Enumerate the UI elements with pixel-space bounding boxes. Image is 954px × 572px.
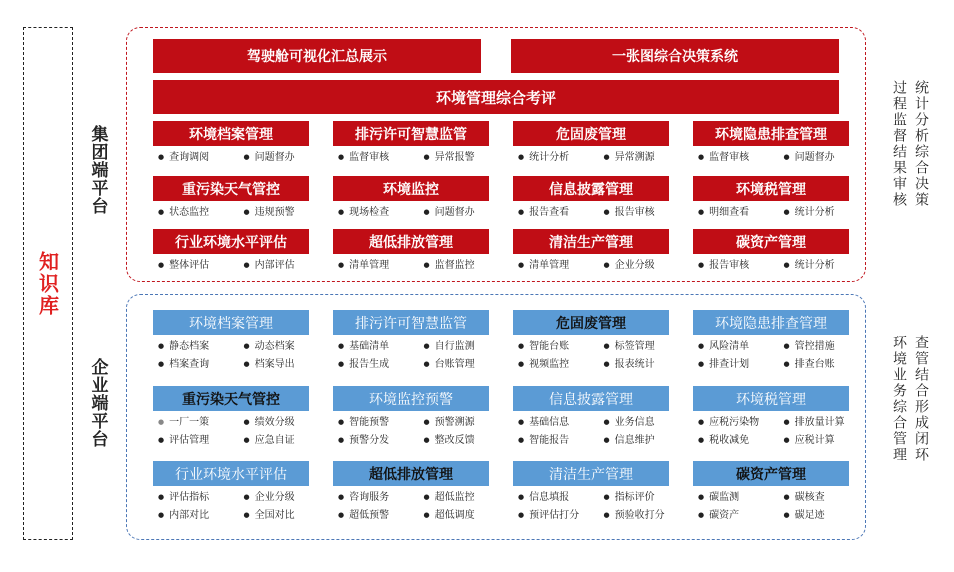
enterprise-module-item: ● 静态档案 [158, 340, 238, 353]
enterprise-module-title: 环境监控预警 [333, 386, 489, 411]
group-module-item: ● 现场检查 [338, 206, 418, 219]
enterprise-side-text [890, 335, 930, 525]
enterprise-module [693, 310, 849, 371]
group-modules-row-2 [153, 176, 849, 219]
enterprise-modules-row-3 [153, 461, 849, 522]
group-module-item: ● 报告查看 [518, 206, 598, 219]
group-module [333, 176, 489, 219]
enterprise-module-item: ● 绩效分级 [244, 416, 324, 429]
group-module-item: ● 企业分级 [604, 259, 684, 272]
group-module-title: 排污许可智慧监管 [333, 121, 489, 146]
enterprise-module-title: 环境隐患排查管理 [693, 310, 849, 335]
env-management-evaluation-banner: 环境管理综合考评 [153, 80, 839, 114]
group-module-title: 清洁生产管理 [513, 229, 669, 254]
enterprise-module-item: ● 报表统计 [604, 358, 684, 371]
enterprise-module-item: ● 排查计划 [698, 358, 778, 371]
enterprise-module-title: 环境税管理 [693, 386, 849, 411]
group-module-title: 环境隐患排查管理 [693, 121, 849, 146]
group-module-item: ● 统计分析 [784, 259, 864, 272]
group-module-title: 重污染天气管控 [153, 176, 309, 201]
group-module-item: ● 报告审核 [698, 259, 778, 272]
enterprise-module-item: ● 动态档案 [244, 340, 324, 353]
group-module-item: ● 整体评估 [158, 259, 238, 272]
enterprise-module-item: ● 评估指标 [158, 491, 238, 504]
enterprise-module-item: ● 全国对比 [244, 509, 324, 522]
group-module [513, 121, 669, 164]
enterprise-module-item: ● 智能报告 [518, 434, 598, 447]
group-module-item: ● 状态监控 [158, 206, 238, 219]
enterprise-module-title: 危固废管理 [513, 310, 669, 335]
group-module [153, 229, 309, 272]
enterprise-module-item: ● 自行监测 [424, 340, 504, 353]
group-module-title: 超低排放管理 [333, 229, 489, 254]
group-module-item: ● 异常溯源 [604, 151, 684, 164]
group-module-title: 危固废管理 [513, 121, 669, 146]
enterprise-module [333, 386, 489, 447]
knowledge-base-label: 知识库 [35, 250, 60, 317]
enterprise-module [153, 310, 309, 371]
group-module [693, 176, 849, 219]
enterprise-side-text-line: 查管结合形成闭环 [913, 335, 929, 463]
group-module-item: ● 明细查看 [698, 206, 778, 219]
enterprise-module-item: ● 碳核查 [784, 491, 864, 504]
enterprise-module-item: ● 碳足迹 [784, 509, 864, 522]
enterprise-module-item: ● 整改反馈 [424, 434, 504, 447]
enterprise-module [513, 386, 669, 447]
group-module [693, 229, 849, 272]
group-module-item: ● 问题督办 [784, 151, 864, 164]
enterprise-module-item: ● 预评估打分 [518, 509, 598, 522]
group-module-item: ● 问题督办 [244, 151, 324, 164]
enterprise-side-text-line: 环境业务综合管理 [891, 335, 907, 463]
enterprise-module-title: 行业环境水平评估 [153, 461, 309, 486]
group-module-title: 信息披露管理 [513, 176, 669, 201]
enterprise-module-item: ● 视频监控 [518, 358, 598, 371]
enterprise-module [153, 461, 309, 522]
enterprise-module-item: ● 一厂一策 [158, 416, 238, 429]
enterprise-module-item: ● 碳监测 [698, 491, 778, 504]
enterprise-module [513, 310, 669, 371]
group-side-text-line: 过程监督结果审核 [891, 80, 907, 208]
group-module-item: ● 监督审核 [698, 151, 778, 164]
enterprise-module-item: ● 信息填报 [518, 491, 598, 504]
group-module-item: ● 清单管理 [338, 259, 418, 272]
enterprise-module-item: ● 风险清单 [698, 340, 778, 353]
enterprise-module-item: ● 智能台账 [518, 340, 598, 353]
enterprise-module-item: ● 标签管理 [604, 340, 684, 353]
group-module-title: 碳资产管理 [693, 229, 849, 254]
enterprise-module-item: ● 碳资产 [698, 509, 778, 522]
enterprise-module-item: ● 企业分级 [244, 491, 324, 504]
group-module-item: ● 清单管理 [518, 259, 598, 272]
enterprise-module [693, 461, 849, 522]
enterprise-module-item: ● 预警分发 [338, 434, 418, 447]
group-modules-row-1 [153, 121, 849, 164]
enterprise-module-item: ● 排查台账 [784, 358, 864, 371]
group-module-title: 环境档案管理 [153, 121, 309, 146]
group-module-item: ● 查询调阅 [158, 151, 238, 164]
enterprise-module-item: ● 应税污染物 [698, 416, 778, 429]
enterprise-module-title: 环境档案管理 [153, 310, 309, 335]
enterprise-module [153, 386, 309, 447]
enterprise-module-title: 清洁生产管理 [513, 461, 669, 486]
group-module-item: ● 统计分析 [784, 206, 864, 219]
enterprise-module-item: ● 超低预警 [338, 509, 418, 522]
enterprise-module-item: ● 应急自证 [244, 434, 324, 447]
group-module-item: ● 异常报警 [424, 151, 504, 164]
enterprise-module-item: ● 内部对比 [158, 509, 238, 522]
enterprise-module-item: ● 预验收打分 [604, 509, 684, 522]
enterprise-module-item: ● 基础信息 [518, 416, 598, 429]
group-module [513, 176, 669, 219]
group-module-item: ● 报告审核 [604, 206, 684, 219]
group-module [153, 121, 309, 164]
enterprise-module-item: ● 智能预警 [338, 416, 418, 429]
group-side-text [890, 80, 930, 245]
group-module-item: ● 统计分析 [518, 151, 598, 164]
enterprise-module-title: 超低排放管理 [333, 461, 489, 486]
enterprise-modules-row-1 [153, 310, 849, 371]
enterprise-module-item: ● 排放量计算 [784, 416, 864, 429]
enterprise-module [693, 386, 849, 447]
group-module-item: ● 问题督办 [424, 206, 504, 219]
enterprise-module-title: 信息披露管理 [513, 386, 669, 411]
enterprise-module-item: ● 指标评价 [604, 491, 684, 504]
enterprise-module-item: ● 管控措施 [784, 340, 864, 353]
group-module [333, 121, 489, 164]
group-module [513, 229, 669, 272]
group-module [693, 121, 849, 164]
enterprise-module-item: ● 档案导出 [244, 358, 324, 371]
group-module [333, 229, 489, 272]
enterprise-module-item: ● 应税计算 [784, 434, 864, 447]
enterprise-module [333, 461, 489, 522]
group-module-item: ● 违规预警 [244, 206, 324, 219]
enterprise-module-item: ● 档案查询 [158, 358, 238, 371]
enterprise-platform-label: 企业端平台 [87, 358, 108, 448]
enterprise-module [333, 310, 489, 371]
group-platform-label: 集团端平台 [87, 125, 108, 215]
group-module-title: 环境监控 [333, 176, 489, 201]
one-map-decision-header: 一张图综合决策系统 [511, 39, 839, 73]
enterprise-module-item: ● 评估管理 [158, 434, 238, 447]
enterprise-module-title: 排污许可智慧监管 [333, 310, 489, 335]
enterprise-module-title: 碳资产管理 [693, 461, 849, 486]
enterprise-module-item: ● 预警溯源 [424, 416, 504, 429]
group-modules-row-3 [153, 229, 849, 272]
group-module-title: 行业环境水平评估 [153, 229, 309, 254]
group-module [153, 176, 309, 219]
group-module-item: ● 监督监控 [424, 259, 504, 272]
enterprise-module-title: 重污染天气管控 [153, 386, 309, 411]
enterprise-module-item: ● 信息维护 [604, 434, 684, 447]
enterprise-module-item: ● 税收减免 [698, 434, 778, 447]
cockpit-dashboard-header: 驾驶舱可视化汇总展示 [153, 39, 481, 73]
enterprise-module-item: ● 超低调度 [424, 509, 504, 522]
enterprise-module-item: ● 基础清单 [338, 340, 418, 353]
enterprise-module-item: ● 超低监控 [424, 491, 504, 504]
enterprise-module-item: ● 业务信息 [604, 416, 684, 429]
enterprise-module-item: ● 报告生成 [338, 358, 418, 371]
group-module-item: ● 监督审核 [338, 151, 418, 164]
enterprise-modules-row-2 [153, 386, 849, 447]
group-module-item: ● 内部评估 [244, 259, 324, 272]
group-side-text-line: 统计分析综合决策 [913, 80, 929, 208]
group-module-title: 环境税管理 [693, 176, 849, 201]
enterprise-module [513, 461, 669, 522]
enterprise-module-item: ● 咨询服务 [338, 491, 418, 504]
enterprise-module-item: ● 台账管理 [424, 358, 504, 371]
